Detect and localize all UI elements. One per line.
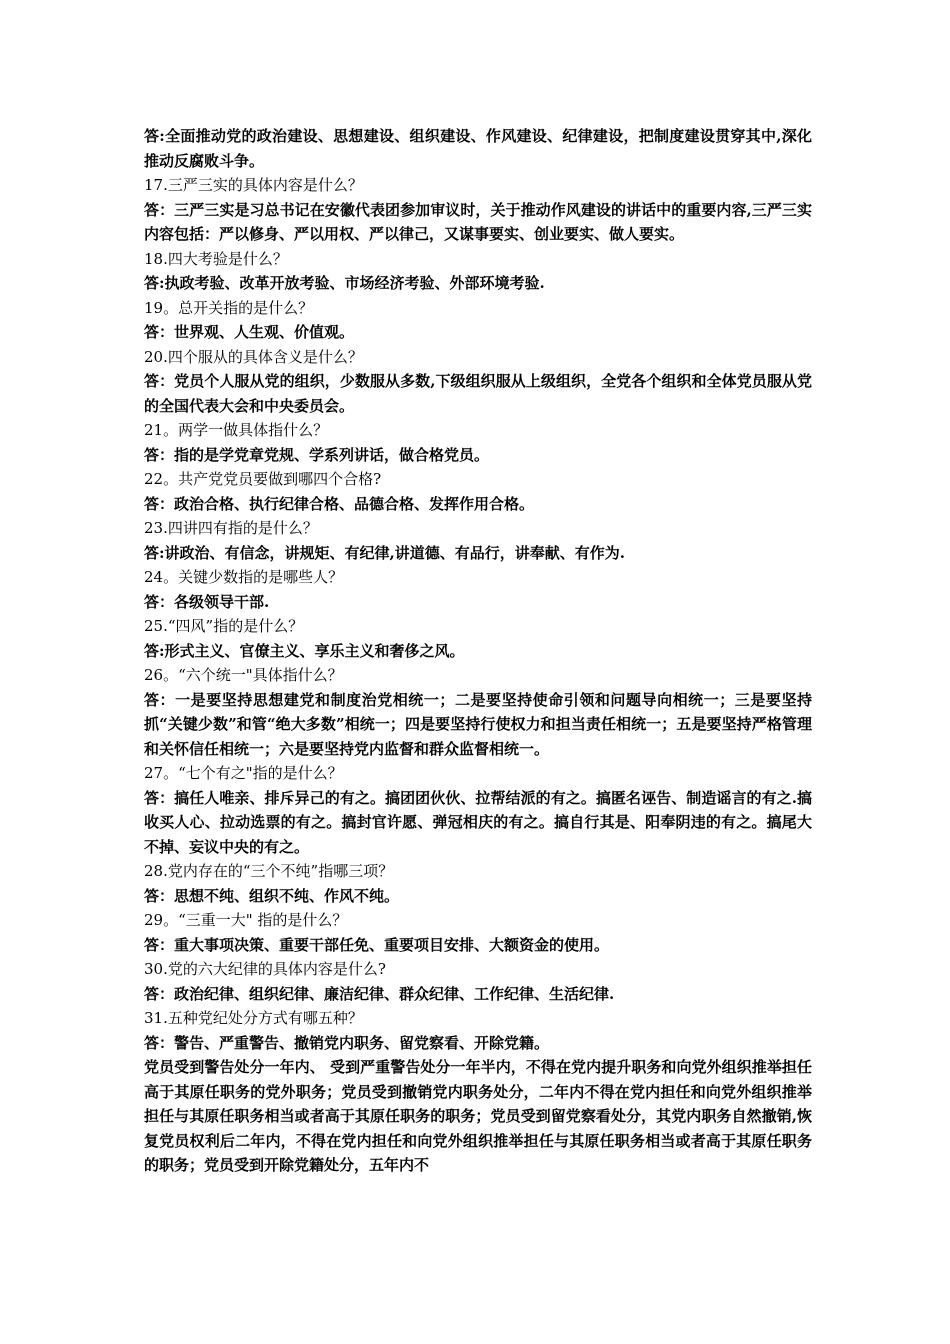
question-line: 17.三严三实的具体内容是什么？ xyxy=(144,176,363,194)
answer-paragraph: 答：重大事项决策、重要干部任免、重要项目安排、大额资金的使用。 xyxy=(144,935,610,954)
question-line: 19。总开关指的是什么？ xyxy=(144,298,314,317)
answer-paragraph: 答：政治纪律、组织纪律、廉洁纪律、群众纪律、工作纪律、生活纪律. xyxy=(144,984,615,1003)
question-line: 28.党内存在的“三个不纯”指哪三项？ xyxy=(144,862,394,880)
answer-paragraph: 答:执政考验、改革开放考验、市场经济考验、外部环境考验. xyxy=(144,274,545,292)
answer-paragraph: 答:讲政治、有信念，讲规矩、有纪律,讲道德、有品行，讲奉献、有作为. xyxy=(144,543,625,562)
question-line: 27。“七个有之"指的是什么？ xyxy=(144,764,343,782)
question-line: 31.五种党纪处分方式有哪五种？ xyxy=(144,1009,363,1027)
question-line: 26。“六个统一"具体指什么？ xyxy=(144,666,343,684)
answer-paragraph: 答:形式主义、官僚主义、享乐主义和奢侈之风。 xyxy=(144,641,465,660)
question-line: 24。关键少数指的是哪些人？ xyxy=(144,568,344,586)
answer-paragraph: 答：搞任人唯亲、排斥异己的有之。搞团团伙伙、拉帮结派的有之。搞匿名诬告、制造谣言的有之.搞收买人心、拉动选票的有之。搞封官许愿、弹冠相庆的有之。搞自行其是、阳奉阴违的有之。搞尾大不掉、妄议中央的有之。 xyxy=(144,788,812,856)
answer-paragraph: 答:全面推动党的政治建设、思想建设、组织建设、作风建设、纪律建设，把制度建设贯穿其中,深化推动反腐败斗争。 xyxy=(144,127,812,170)
question-line: 22。共产党党员要做到哪四个合格? xyxy=(144,470,382,488)
answer-paragraph: 答：思想不纯、组织不纯、作风不纯。 xyxy=(144,886,400,905)
question-line: 18.四大考验是什么？ xyxy=(144,249,288,268)
question-line: 25.“四风”指的是什么？ xyxy=(144,617,304,635)
answer-paragraph: 党员受到警告处分一年内、 受到严重警告处分一年半内，不得在党内提升职务和向党外组织推举担任高于其原任职务的党外职务；党员受到撤销党内职务处分，二年内不得在党内担任和向党外组织推举担任与其原任职务相当或者高于其原任职务的职务；党员受到留党察看处分，其党内职务自然撤销,恢复党员权利后二年内，不得在党内担任和向党外组织推举担任与其原任职务相当或者高于其原任职务的职务；党员受到开除党籍处分，五年内不 xyxy=(144,1058,812,1174)
answer-paragraph: 答：各级领导干部. xyxy=(144,592,270,611)
answer-paragraph: 答：一是要坚持思想建党和制度治党相统一；二是要坚持使命引领和问题导向相统一；三是要坚持抓“关键少数”和管“绝大多数”相统一；四是要坚持行使权力和担当责任相统一；五是要坚持严格管理和关怀信任相统一；六是要坚持党内监督和群众监督相统一。 xyxy=(144,690,812,758)
question-line: 29。“三重一大" 指的是什么？ xyxy=(144,911,348,929)
answer-paragraph: 答：警告、严重警告、撤销党内职务、留党察看、开除党籍。 xyxy=(144,1033,550,1052)
question-line: 30.党的六大纪律的具体内容是什么? xyxy=(144,960,386,978)
question-line: 23.四讲四有指的是什么？ xyxy=(144,519,318,537)
answer-paragraph: 答：党员个人服从党的组织，少数服从多数,下级组织服从上级组织，全党各个组织和全体党员服从党的全国代表大会和中央委员会。 xyxy=(144,372,812,415)
answer-paragraph: 答：世界观、人生观、价值观。 xyxy=(144,323,355,341)
question-line: 20.四个服从的具体含义是什么？ xyxy=(144,347,363,366)
answer-paragraph: 答：三严三实是习总书记在安徽代表团参加审议时，关于推动作风建设的讲话中的重要内容,三严三实内容包括：严以修身、严以用权、严以律己，又谋事要实、创业要实、做人要实。 xyxy=(144,200,812,243)
question-line: 21。两学一做具体指什么？ xyxy=(144,421,329,439)
document-body xyxy=(144,124,812,1178)
answer-paragraph: 答：政治合格、执行纪律合格、品德合格、发挥作用合格。 xyxy=(144,494,535,513)
answer-paragraph: 答：指的是学党章党规、学系列讲话，做合格党员。 xyxy=(144,445,490,464)
